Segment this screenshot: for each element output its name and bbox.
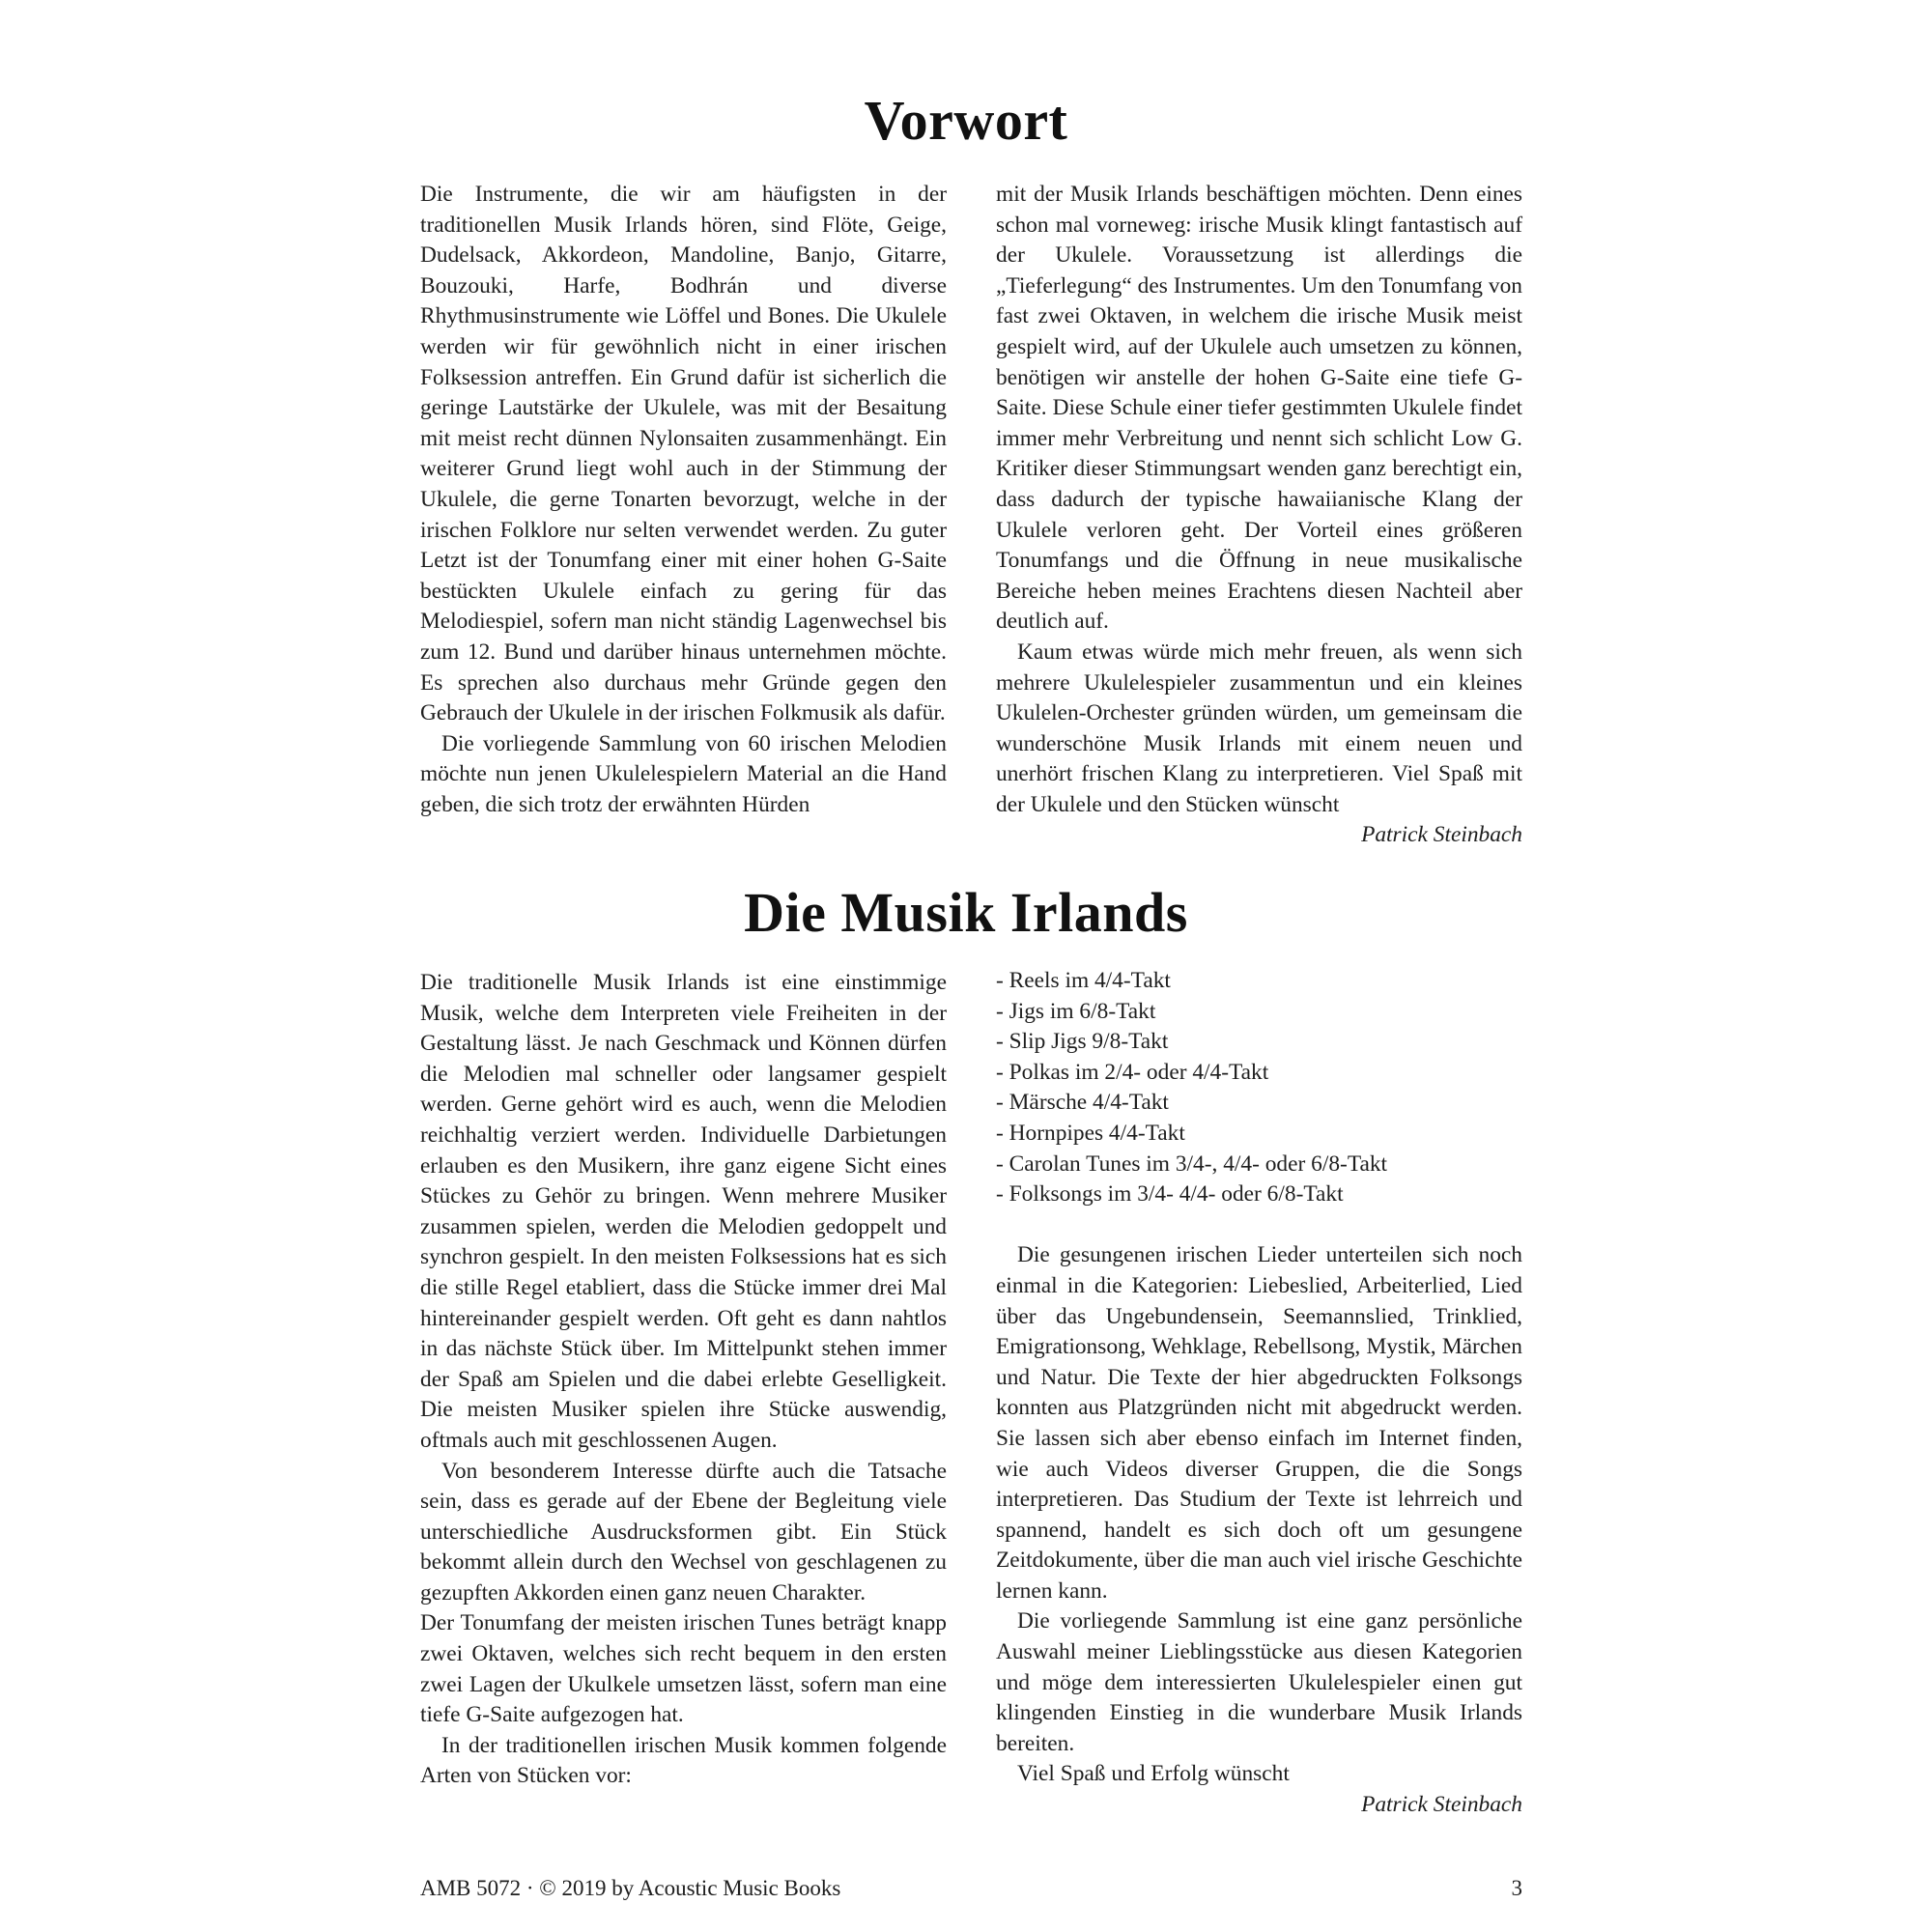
vorwort-column-left: [420, 180, 947, 820]
musik-paragraph: Der Tonumfang der meisten irischen Tunes beträgt knapp zwei Oktaven, welches sich recht bequem in den ersten zwei Lagen der Ukulkele umsetzen lässt, sofern man eine tiefe G-Saite aufgezogen hat.: [420, 1610, 947, 1728]
list-item: - Hornpipes 4/4-Takt: [996, 1120, 1185, 1146]
vorwort-paragraph: Die Instrumente, die wir am häufigsten in der traditionellen Musik Irlands hören, sind Flöte, Geige, Dudelsack, Akkordeon, Mandoline, Banjo, Gitarre, Bouzouki, Harfe, Bodhrán und diverse Rhythmusinstrumente wie Löffel und Bones. Die Ukulele werden wir für gewöhnlich nicht in einer irischen Folksession antreffen. Ein Grund dafür ist sicherlich die geringe Lautstärke der Ukulele, was mit der Besaitung mit meist recht dünnen Nylonsaiten zusammenhängt. Ein weiterer Grund liegt wohl auch in der Stimmung der Ukulele, die gerne Tonarten bevorzugt, welche in der irischen Folklore nur selten verwendet werden. Zu guter Letzt ist der Tonumfang einer mit einer hohen G-Saite bestückten Ukulele einfach zu gering für das Melodiespiel, sofern man nicht ständig Lagenwechsel bis zum 12. Bund und darüber hinaus unternehmen möchte. Es sprechen also durchaus mehr Gründe gegen den Gebrauch der Ukulele in der irischen Folkmusik als dafür.: [420, 182, 947, 726]
section-title-musik-irlands: Die Musik Irlands: [744, 881, 1188, 944]
list-item: - Slip Jigs 9/8-Takt: [996, 1029, 1169, 1055]
musik-paragraph: In der traditionellen irischen Musik kommen folgende Arten von Stücken vor:: [420, 1732, 947, 1789]
musik-paragraph: Die vorliegende Sammlung ist eine ganz persönliche Auswahl meiner Lieblingsstücke aus diesen Kategorien und möge dem interessierten Ukulelespieler einen gut klingenden Einstieg in die wunderbare Musik Irlands bereiten.: [996, 1608, 1522, 1756]
vorwort-paragraph: Die vorliegende Sammlung von 60 irischen Melodien möchte nun jenen Ukulelespielern Material an die Hand geben, die sich trotz der erwähnten Hürden: [420, 730, 947, 817]
musik-paragraph: Die traditionelle Musik Irlands ist eine einstimmige Musik, welche dem Interpreten viele Freiheiten in der Gestaltung lässt. Je nach Geschmack und Können dürfen die Melodien mal schneller oder langsamer gespielt werden. Gerne gehört wird es auch, wenn die Melodien reichhaltig verziert werden. Individuelle Darbietungen erlauben es den Musikern, ihre ganz eigene Sicht eines Stückes zu Gehör zu bringen. Wenn mehrere Musiker zusammen spielen, werden die Melodien gedoppelt und synchron gespielt. In den meisten Folksessions hat es sich die stille Regel etabliert, dass die Stücke immer drei Mal hintereinander gespielt werden. Oft geht es dann nahtlos in das nächste Stück über. Im Mittelpunkt stehen immer der Spaß am Spielen und die dabei erlebte Geselligkeit. Die meisten Musiker spielen ihre Stücke auswendig, oftmals auch mit geschlossenen Augen.: [420, 970, 947, 1453]
tune-types-list: [996, 966, 1522, 1210]
footer-copyright: AMB 5072 · © 2019 by Acoustic Music Books: [420, 1876, 841, 1900]
musik-paragraph: Von besonderem Interesse dürfte auch die Tatsache sein, dass es gerade auf der Ebene der Begleitung viele unterschiedliche Ausdrucksformen gibt. Ein Stück bekommt allein durch den Wechsel von geschlagenen zu gezupften Akkorden einen ganz neuen Charakter.: [420, 1458, 947, 1605]
list-item: - Folksongs im 3/4- 4/4- oder 6/8-Takt: [996, 1181, 1344, 1208]
section-title-vorwort: Vorwort: [864, 89, 1068, 152]
vorwort-column-right: [996, 180, 1522, 851]
list-item: - Jigs im 6/8-Takt: [996, 998, 1156, 1024]
list-item: - Reels im 4/4-Takt: [996, 968, 1171, 993]
musik-paragraph: Die gesungenen irischen Lieder unterteilen sich noch einmal in die Kategorien: Liebeslied, Arbeiterlied, Lied über das Ungebundensein, Seemannslied, Trinklied, Emigrationsong, Wehklage, Rebellsong, Mystik, Märchen und Natur. Die Texte der hier abgedruckten Folksongs konnten aus Platzgründen nicht mit abgedruckt werden. Sie lassen sich aber ebenso einfach im Internet finden, wie auch Videos diverser Gruppen, die die Songs interpretieren. Das Studium der Texte ist lehrreich und spannend, handelt es sich doch oft um gesungene Zeitdokumente, über die man auch viel irische Geschichte lernen kann.: [996, 1242, 1522, 1604]
list-item: - Carolan Tunes im 3/4-, 4/4- oder 6/8-Takt: [996, 1151, 1388, 1177]
vorwort-paragraph: Kaum etwas würde mich mehr freuen, als wenn sich mehrere Ukulelespieler zusammentun und ein kleines Ukulelen-Orchester gründen würden, um gemeinsam die wunderschöne Musik Irlands mit einem neuen und unerhört frischen Klang zu interpretieren. Viel Spaß mit der Ukulele und den Stücken wünscht: [996, 639, 1522, 817]
musik-paragraph: Viel Spaß und Erfolg wünscht: [1017, 1761, 1290, 1787]
vorwort-paragraph: mit der Musik Irlands beschäftigen möchten. Denn eines schon mal vorneweg: irische Musik klingt fantastisch auf der Ukulele. Voraussetzung ist allerdings die „Tieferlegung“ des Instrumentes. Um den Tonumfang von fast zwei Oktaven, in welchem die irische Musik meist gespielt wird, auf der Ukulele auch umsetzen zu können, benötigen wir anstelle der hohen G-Saite eine tiefe G-Saite. Diese Schule einer tiefer gestimmten Ukulele findet immer mehr Verbreitung und nennt sich schlicht Low G. Kritiker dieser Stimmungsart wenden ganz berechtigt ein, dass dadurch der typische hawaiianische Klang der Ukulele verloren geht. Der Vorteil eines größeren Tonumfangs und die Öffnung in neue musikalische Bereiche heben meines Erachtens diesen Nachteil aber deutlich auf.: [996, 182, 1522, 635]
musik-signature: Patrick Steinbach: [1361, 1792, 1522, 1818]
musik-column-left: [420, 968, 947, 1792]
list-item: - Polkas im 2/4- oder 4/4-Takt: [996, 1059, 1269, 1085]
list-item: - Märsche 4/4-Takt: [996, 1090, 1169, 1116]
musik-column-right: [996, 966, 1522, 1821]
page-number: 3: [1511, 1876, 1522, 1900]
vorwort-signature: Patrick Steinbach: [1361, 822, 1522, 848]
